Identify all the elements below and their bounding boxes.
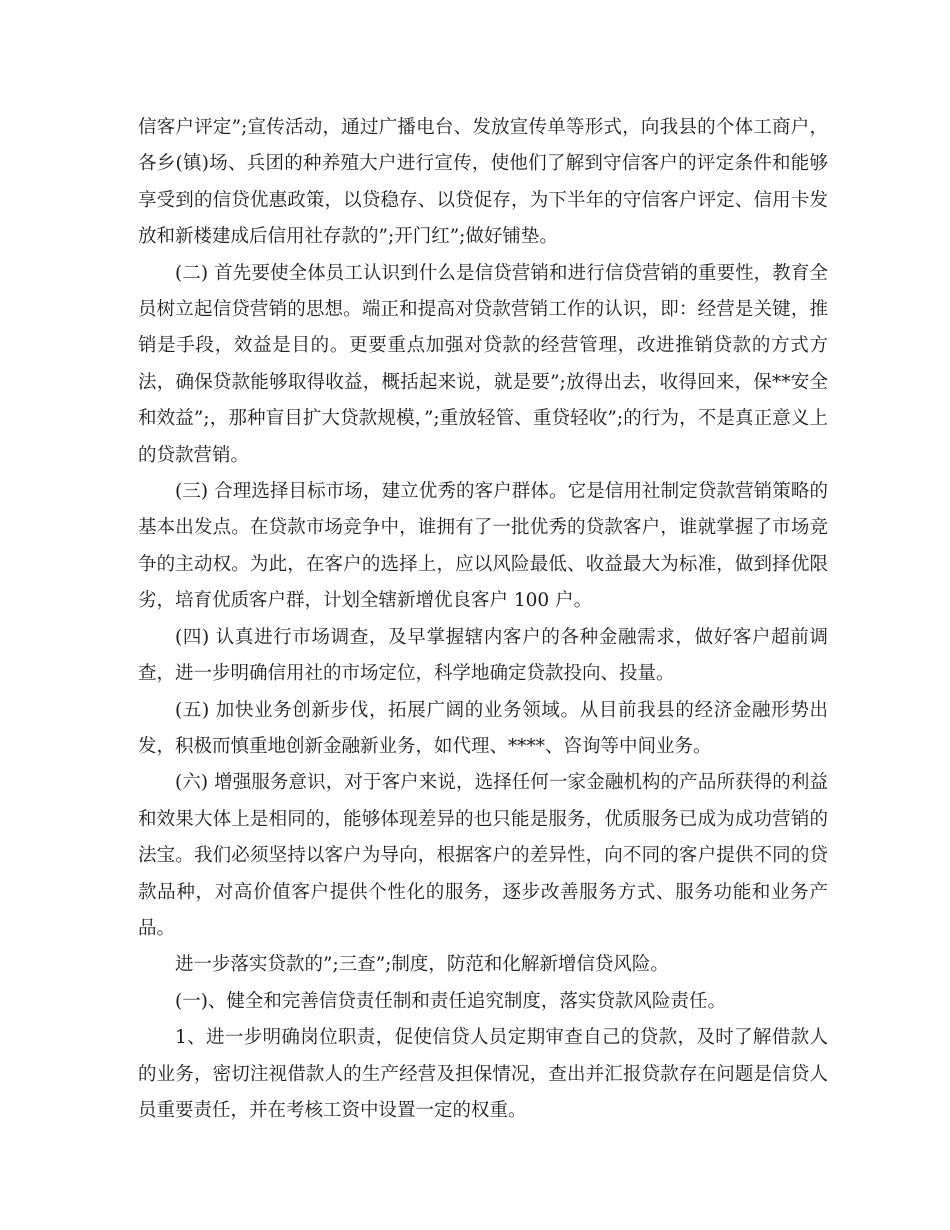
paragraph-continuation: 信客户评定”;宣传活动，通过广播电台、发放宣传单等形式，向我县的个体工商户，各乡(镇)场、兵团的种养殖大户进行宣传，使他们了解到守信客户的评定条件和能够享受到的信贷优惠政策，以贷稳存、以贷促存，为下半年的守信客户评定、信用卡发放和新楼建成后信用社存款的”;开门红”;做好铺垫。 [138, 117, 828, 248]
paragraph-section-5: (五) 加快业务创新步伐，拓展广阔的业务领域。从目前我县的经济金融形势出发，积极而慎重地创新金融新业务，如代理、****、咨询等中间业务。 [138, 699, 828, 757]
paragraph-section-4: (四) 认真进行市场调查，及早掌握辖内客户的各种金融需求，做好客户超前调查，进一步明确信用社的市场定位，科学地确定贷款投向、投量。 [138, 626, 828, 685]
paragraph-item-1: 1、进一步明确岗位职责，促使信贷人员定期审查自己的贷款，及时了解借款人的业务，密切注视借款人的生产经营及担保情况，查出并汇报贷款存在问题是信贷人员重要责任，并在考核工资中设置一定的权重。 [138, 1027, 828, 1121]
document-body [138, 110, 828, 1129]
paragraph-section-6: (六) 增强服务意识，对于客户来说，选择任何一家金融机构的产品所获得的利益和效果大体上是相同的，能够体现差异的也只能是服务，优质服务已成为成功营销的法宝。我们必须坚持以客户为导向，根据客户的差异性，向不同的客户提供不同的贷款品种，对高价值客户提供个性化的服务，逐步改善服务方式、服务功能和业务产品。 [138, 772, 828, 939]
paragraph-heading-three-checks: 进一步落实贷款的”;三查”;制度，防范和化解新增信贷风险。 [175, 954, 669, 976]
paragraph-subheading-1: (一)、健全和完善信贷责任制和责任追究制度，落实贷款风险责任。 [175, 990, 726, 1012]
paragraph-section-3: (三) 合理选择目标市场，建立优秀的客户群体。它是信用社制定贷款营销策略的基本出发点。在贷款市场竞争中，谁拥有了一批优秀的贷款客户，谁就掌握了市场竞争的主动权。为此，在客户的选择上，应以风险最低、收益最大为标准，做到择优限劣，培育优质客户群，计划全辖新增优良客户 100 户。 [138, 481, 828, 612]
paragraph-section-2: (二) 首先要使全体员工认识到什么是信贷营销和进行信贷营销的重要性，教育全员树立起信贷营销的思想。端正和提高对贷款营销工作的认识，即：经营是关键，推销是手段，效益是目的。更要重点加强对贷款的经营管理，改进推销贷款的方式方法，确保贷款能够取得收益，概括起来说，就是要”;放得出去，收得回来，保**安全和效益”;，那种盲目扩大贷款规模，”;重放轻管、重贷轻收”;的行为，不是真正意义上的贷款营销。 [138, 262, 828, 466]
